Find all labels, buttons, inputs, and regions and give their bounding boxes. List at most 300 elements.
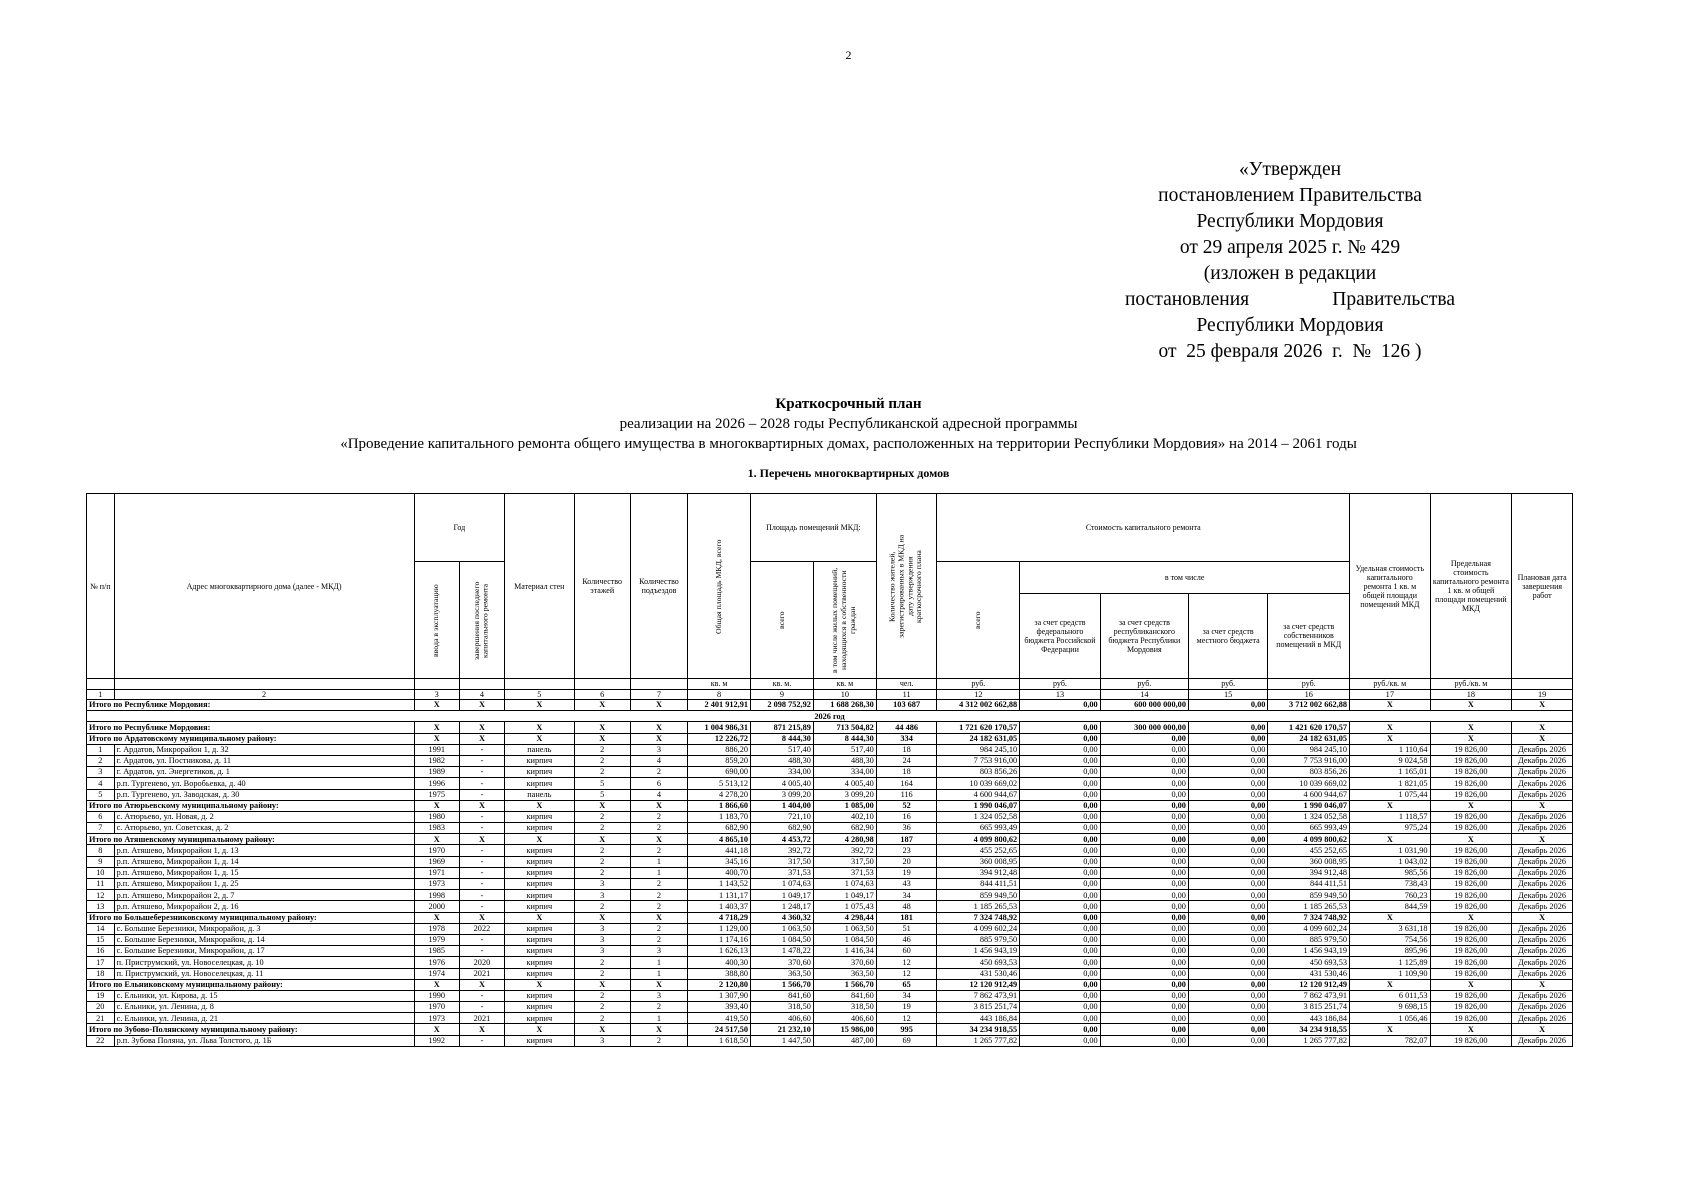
table-row	[87, 957, 1573, 968]
table-cell: р.п. Тургенево, ул. Заводская, д. 30	[114, 789, 414, 800]
total-cell: X	[414, 1024, 459, 1035]
table-cell: 8	[87, 845, 115, 856]
total-cell: 1 566,70	[751, 979, 814, 990]
table-cell: 1 185 265,53	[1268, 901, 1350, 912]
table-cell: 400,70	[688, 867, 751, 878]
table-cell: 400,30	[688, 957, 751, 968]
table-cell: Декабрь 2026	[1512, 744, 1573, 755]
col-header-cost-local: за счет средств местного бюджета	[1188, 593, 1267, 679]
total-cell: 0,00	[1020, 979, 1101, 990]
table-cell: 1 447,50	[751, 1035, 814, 1046]
total-cell: X	[574, 979, 630, 990]
table-cell: 0,00	[1100, 778, 1188, 789]
table-cell: -	[459, 778, 504, 789]
table-cell: 431 530,46	[1268, 968, 1350, 979]
col-header-wall-material: Материал стен	[505, 494, 574, 679]
table-cell: 15	[87, 934, 115, 945]
approval-line: постановлением Правительства	[1158, 185, 1422, 206]
table-cell: 1	[630, 968, 687, 979]
total-cell: 4 718,29	[688, 912, 751, 923]
approval-line: от 29 апреля 2025 г. № 429	[1179, 237, 1401, 258]
table-cell: -	[459, 1035, 504, 1046]
table-cell: 370,60	[813, 957, 876, 968]
table-cell: 1974	[414, 968, 459, 979]
table-cell: 1 265 777,82	[937, 1035, 1020, 1046]
table-cell: 0,00	[1020, 856, 1101, 867]
col-header-unit-cost: Удельная стоимость капитального ремонта 1 кв. м общей площади помещений МКД	[1350, 494, 1431, 679]
total-cell: X	[505, 722, 574, 733]
total-cell: 52	[876, 800, 937, 811]
table-cell: 0,00	[1020, 755, 1101, 766]
table-cell: с. Большие Березники, Микрорайон, д. 17	[114, 946, 414, 957]
table-cell: кирпич	[505, 755, 574, 766]
table-cell: 0,00	[1188, 755, 1267, 766]
table-cell: 1 618,50	[688, 1035, 751, 1046]
table-cell: 0,00	[1100, 1013, 1188, 1024]
table-cell: 1 324 052,58	[937, 811, 1020, 822]
unit-cell	[1512, 679, 1573, 690]
table-cell: 1982	[414, 755, 459, 766]
table-cell: 3 815 251,74	[937, 1002, 1020, 1013]
total-cell: X	[1430, 979, 1512, 990]
column-number-cell: 4	[459, 689, 504, 700]
table-cell: 317,50	[751, 856, 814, 867]
table-cell: 0,00	[1100, 845, 1188, 856]
approval-line: от 25 февраля 2026 г. № 126 )	[1158, 341, 1422, 362]
table-cell: 1973	[414, 1013, 459, 1024]
total-cell: 4 360,32	[751, 912, 814, 923]
table-cell: 1 626,13	[688, 946, 751, 957]
total-row	[87, 733, 1573, 744]
total-cell: 0,00	[1188, 700, 1267, 711]
table-cell: 1998	[414, 890, 459, 901]
table-cell: 1 165,01	[1350, 767, 1431, 778]
approval-line: Республики Мордовия	[1196, 211, 1384, 232]
table-cell: 406,60	[813, 1013, 876, 1024]
table-cell: 975,24	[1350, 823, 1431, 834]
table-cell: 0,00	[1100, 968, 1188, 979]
table-cell: 2	[574, 811, 630, 822]
table-cell: 0,00	[1100, 755, 1188, 766]
total-cell: 2 120,80	[688, 979, 751, 990]
table-cell: кирпич	[505, 957, 574, 968]
table-cell: 6	[87, 811, 115, 822]
table-cell: 443 186,84	[937, 1013, 1020, 1024]
table-cell: 443 186,84	[1268, 1013, 1350, 1024]
table-cell: 0,00	[1100, 890, 1188, 901]
total-cell: 1 990 046,07	[1268, 800, 1350, 811]
table-cell: 3 631,18	[1350, 923, 1431, 934]
table-row	[87, 901, 1573, 912]
total-cell: 187	[876, 834, 937, 845]
table-cell: г. Ардатов, Микрорайон 1, д. 32	[114, 744, 414, 755]
unit-cell: руб.	[1188, 679, 1267, 690]
table-cell: 488,30	[751, 755, 814, 766]
col-header-max-cost: Предельная стоимость капитального ремонта 1 кв. м общей площади помещений МКД	[1430, 494, 1512, 679]
table-cell: 682,90	[751, 823, 814, 834]
table-cell: 360 008,95	[1268, 856, 1350, 867]
table-cell: 69	[876, 1035, 937, 1046]
column-number-cell: 6	[574, 689, 630, 700]
total-cell: X	[459, 733, 504, 744]
unit-cell: руб.	[937, 679, 1020, 690]
total-label: Итого по Республике Мордовия:	[87, 700, 415, 711]
total-cell: 4 312 002 662,88	[937, 700, 1020, 711]
table-cell: 12	[876, 957, 937, 968]
table-cell: 1	[87, 744, 115, 755]
table-cell: 431 530,46	[937, 968, 1020, 979]
table-cell: 5	[574, 789, 630, 800]
table-row	[87, 811, 1573, 822]
total-cell: 34 234 918,55	[1268, 1024, 1350, 1035]
table-cell: кирпич	[505, 934, 574, 945]
table-cell: 985,56	[1350, 867, 1431, 878]
col-header-cost-federal: за счет средств федерального бюджета Российской Федерации	[1020, 593, 1101, 679]
table-cell: -	[459, 744, 504, 755]
total-cell: 7 324 748,92	[937, 912, 1020, 923]
table-cell: -	[459, 823, 504, 834]
table-cell: 1	[630, 867, 687, 878]
table-cell: 2	[630, 879, 687, 890]
total-cell: X	[1512, 979, 1573, 990]
table-cell: 859 949,50	[937, 890, 1020, 901]
table-cell: 19	[87, 990, 115, 1001]
table-cell: 60	[876, 946, 937, 957]
table-cell: 360 008,95	[937, 856, 1020, 867]
table-cell: 370,60	[751, 957, 814, 968]
table-cell: 48	[876, 901, 937, 912]
table-cell: 690,00	[688, 767, 751, 778]
table-cell: 46	[876, 934, 937, 945]
table-cell: -	[459, 890, 504, 901]
table-cell: 0,00	[1020, 990, 1101, 1001]
table-cell: 0,00	[1188, 789, 1267, 800]
total-row	[87, 912, 1573, 923]
table-cell: 18	[876, 744, 937, 755]
total-cell: X	[459, 979, 504, 990]
table-cell: 1 821,05	[1350, 778, 1431, 789]
unit-cell: руб./кв. м	[1350, 679, 1431, 690]
total-cell: X	[1350, 834, 1431, 845]
table-cell: 682,90	[688, 823, 751, 834]
table-cell: 844,59	[1350, 901, 1431, 912]
table-cell: -	[459, 946, 504, 957]
total-cell: 15 986,00	[813, 1024, 876, 1035]
table-cell: 2	[574, 856, 630, 867]
table-cell: -	[459, 901, 504, 912]
table-cell: кирпич	[505, 823, 574, 834]
table-cell: 4 099 602,24	[937, 923, 1020, 934]
table-cell: 1 265 777,82	[1268, 1035, 1350, 1046]
table-body	[87, 700, 1573, 1047]
table-cell: 2	[574, 968, 630, 979]
table-cell: Декабрь 2026	[1512, 778, 1573, 789]
table-cell: 2	[630, 823, 687, 834]
total-cell: 3 712 002 662,88	[1268, 700, 1350, 711]
table-cell: р.п. Атяшево, Микрорайон 2, д. 7	[114, 890, 414, 901]
table-cell: 0,00	[1020, 923, 1101, 934]
total-cell: X	[574, 733, 630, 744]
table-cell: 0,00	[1100, 1035, 1188, 1046]
table-cell: 10 039 669,02	[1268, 778, 1350, 789]
unit-cell	[459, 679, 504, 690]
table-cell: 12	[876, 968, 937, 979]
table-cell: 0,00	[1100, 957, 1188, 968]
table-cell: 841,60	[813, 990, 876, 1001]
total-cell: X	[574, 722, 630, 733]
unit-cell: руб.	[1268, 679, 1350, 690]
table-cell: 517,40	[751, 744, 814, 755]
total-cell: 0,00	[1188, 834, 1267, 845]
table-cell: 4 005,40	[813, 778, 876, 789]
table-cell: кирпич	[505, 778, 574, 789]
table-cell: 0,00	[1100, 789, 1188, 800]
total-cell: 1 688 268,30	[813, 700, 876, 711]
total-cell: X	[459, 800, 504, 811]
table-row	[87, 968, 1573, 979]
table-cell: 1 074,63	[751, 879, 814, 890]
table-cell: 665 993,49	[937, 823, 1020, 834]
total-cell: 8 444,30	[751, 733, 814, 744]
table-row	[87, 867, 1573, 878]
total-cell: X	[1430, 1024, 1512, 1035]
total-cell: 0,00	[1100, 1024, 1188, 1035]
table-cell: 0,00	[1188, 1002, 1267, 1013]
table-cell: 0,00	[1188, 778, 1267, 789]
total-cell: 7 324 748,92	[1268, 912, 1350, 923]
total-cell: 0,00	[1188, 979, 1267, 990]
table-cell: 488,30	[813, 755, 876, 766]
table-row	[87, 856, 1573, 867]
table-cell: 1 183,70	[688, 811, 751, 822]
total-cell: 0,00	[1188, 800, 1267, 811]
total-cell: 1 085,00	[813, 800, 876, 811]
table-cell: 2021	[459, 1013, 504, 1024]
table-cell: р.п. Атяшево, Микрорайон 1, д. 15	[114, 867, 414, 878]
total-cell: X	[459, 700, 504, 711]
total-cell: 12 120 912,49	[1268, 979, 1350, 990]
table-cell: 455 252,65	[937, 845, 1020, 856]
table-cell: Декабрь 2026	[1512, 856, 1573, 867]
table-cell: 885 979,50	[937, 934, 1020, 945]
total-cell: 181	[876, 912, 937, 923]
table-cell: 14	[87, 923, 115, 934]
table-cell: 3 099,20	[813, 789, 876, 800]
total-cell: 0,00	[1100, 834, 1188, 845]
page-number: 2	[845, 48, 852, 62]
table-cell: 13	[87, 901, 115, 912]
table-row	[87, 934, 1573, 945]
table-cell: 19 826,00	[1430, 811, 1512, 822]
table-cell: кирпич	[505, 879, 574, 890]
table-cell: 11	[87, 879, 115, 890]
table-row	[87, 778, 1573, 789]
total-cell: X	[630, 979, 687, 990]
table-cell: Декабрь 2026	[1512, 946, 1573, 957]
table-cell: 2	[574, 1002, 630, 1013]
table-cell: 363,50	[751, 968, 814, 979]
table-cell: 0,00	[1100, 934, 1188, 945]
table-cell: 393,40	[688, 1002, 751, 1013]
table-cell: 1	[630, 957, 687, 968]
table-cell: -	[459, 767, 504, 778]
total-cell: 0,00	[1020, 800, 1101, 811]
table-cell: 20	[87, 1002, 115, 1013]
total-cell: X	[1430, 722, 1512, 733]
total-cell: X	[630, 700, 687, 711]
table-cell: 2	[630, 811, 687, 822]
col-header-year: Год	[414, 494, 504, 562]
table-cell: 984 245,10	[1268, 744, 1350, 755]
table-cell: Декабрь 2026	[1512, 823, 1573, 834]
total-cell: 0,00	[1100, 979, 1188, 990]
total-row	[87, 834, 1573, 845]
table-cell: 9	[87, 856, 115, 867]
total-cell: 871 215,89	[751, 722, 814, 733]
table-cell: 844 411,51	[1268, 879, 1350, 890]
table-cell: 4 099 602,24	[1268, 923, 1350, 934]
table-cell: 1 118,57	[1350, 811, 1431, 822]
approval-line: «Утвержден	[1238, 159, 1342, 180]
table-cell: 7 753 916,00	[1268, 755, 1350, 766]
table-cell: с. Большие Березники, Микрорайон, д. 14	[114, 934, 414, 945]
table-cell: 0,00	[1020, 879, 1101, 890]
table-cell: 5 513,12	[688, 778, 751, 789]
total-label: Итого по Зубово-Полянскому муниципальному району:	[87, 1024, 415, 1035]
total-cell: 0,00	[1020, 912, 1101, 923]
table-cell: 0,00	[1020, 789, 1101, 800]
table-cell: 10 039 669,02	[937, 778, 1020, 789]
table-cell: р.п. Атяшево, Микрорайон 1, д. 25	[114, 879, 414, 890]
table-cell: 2	[630, 901, 687, 912]
col-header-floors: Количество этажей	[574, 494, 630, 679]
table-cell: 392,72	[813, 845, 876, 856]
table-cell: 3 815 251,74	[1268, 1002, 1350, 1013]
total-cell: 0,00	[1020, 700, 1101, 711]
table-cell: 1970	[414, 845, 459, 856]
table-row	[87, 946, 1573, 957]
table-cell: 4 600 944,67	[937, 789, 1020, 800]
total-cell: 1 421 620 170,57	[1268, 722, 1350, 733]
table-cell: 0,00	[1020, 957, 1101, 968]
table-cell: 2	[630, 1035, 687, 1046]
total-cell: X	[630, 912, 687, 923]
table-cell: -	[459, 879, 504, 890]
table-cell: 9 024,58	[1350, 755, 1431, 766]
table-cell: -	[459, 856, 504, 867]
table-cell: 760,23	[1350, 890, 1431, 901]
table-cell: 24	[876, 755, 937, 766]
table-cell: 2	[574, 957, 630, 968]
table-cell: 9 698,15	[1350, 1002, 1431, 1013]
table-cell: -	[459, 789, 504, 800]
table-cell: 782,07	[1350, 1035, 1431, 1046]
table-cell: 517,40	[813, 744, 876, 755]
table-cell: 19 826,00	[1430, 968, 1512, 979]
table-cell: с. Ельники, ул. Ленина, д. 8	[114, 1002, 414, 1013]
total-cell: 713 504,82	[813, 722, 876, 733]
total-cell: 1 866,60	[688, 800, 751, 811]
table-cell: 1 110,64	[1350, 744, 1431, 755]
table-cell: кирпич	[505, 1002, 574, 1013]
table-cell: 388,80	[688, 968, 751, 979]
table-cell: 2	[574, 1013, 630, 1024]
table-cell: 21	[87, 1013, 115, 1024]
total-cell: X	[459, 1024, 504, 1035]
column-number-cell: 9	[751, 689, 814, 700]
col-header-num: № п/п	[87, 494, 115, 679]
total-cell: 2 098 752,92	[751, 700, 814, 711]
table-cell: г. Ардатов, ул. Постникова, д. 11	[114, 755, 414, 766]
total-cell: X	[1512, 912, 1573, 923]
table-cell: 406,60	[751, 1013, 814, 1024]
total-cell: 0,00	[1188, 733, 1267, 744]
table-cell: 18	[876, 767, 937, 778]
table-cell: 0,00	[1020, 890, 1101, 901]
table-cell: 19 826,00	[1430, 789, 1512, 800]
approval-line: Республики Мордовия	[1196, 315, 1384, 336]
table-cell: 0,00	[1100, 767, 1188, 778]
total-cell: X	[1350, 800, 1431, 811]
table-cell: 1983	[414, 823, 459, 834]
total-label: Итого по Большеберезниковскому муниципальному району:	[87, 912, 415, 923]
unit-cell	[574, 679, 630, 690]
total-cell: 0,00	[1100, 800, 1188, 811]
table-cell: Декабрь 2026	[1512, 845, 1573, 856]
table-cell: 1 248,17	[751, 901, 814, 912]
table-cell: 0,00	[1188, 1013, 1267, 1024]
table-cell: 10	[87, 867, 115, 878]
table-cell: 19 826,00	[1430, 823, 1512, 834]
table-cell: 0,00	[1188, 856, 1267, 867]
table-cell: 345,16	[688, 856, 751, 867]
table-cell: 19 826,00	[1430, 990, 1512, 1001]
table-cell: Декабрь 2026	[1512, 811, 1573, 822]
table-cell: 2	[630, 923, 687, 934]
column-number-cell: 3	[414, 689, 459, 700]
table-cell: 7 753 916,00	[937, 755, 1020, 766]
column-number-cell: 13	[1020, 689, 1101, 700]
approval-stamp	[1120, 157, 1460, 365]
table-cell: 1979	[414, 934, 459, 945]
table-cell: 0,00	[1020, 867, 1101, 878]
table-cell: 1971	[414, 867, 459, 878]
total-cell: X	[1430, 800, 1512, 811]
total-cell: X	[630, 722, 687, 733]
table-cell: -	[459, 990, 504, 1001]
unit-cell: чел.	[876, 679, 937, 690]
table-cell: 2	[87, 755, 115, 766]
table-cell: 885 979,50	[1268, 934, 1350, 945]
table-cell: 2	[574, 744, 630, 755]
section-title: 1. Перечень многоквартирных домов	[747, 466, 950, 480]
table-cell: 0,00	[1100, 879, 1188, 890]
table-cell: 754,56	[1350, 934, 1431, 945]
table-cell: 19 826,00	[1430, 957, 1512, 968]
total-cell: X	[1512, 733, 1573, 744]
total-cell: 1 990 046,07	[937, 800, 1020, 811]
table-cell: с. Ельники, ул. Ленина, д. 21	[114, 1013, 414, 1024]
table-cell: 1989	[414, 767, 459, 778]
total-cell: X	[459, 834, 504, 845]
total-cell: X	[505, 700, 574, 711]
total-cell: 1 404,00	[751, 800, 814, 811]
column-number-cell: 12	[937, 689, 1020, 700]
table-cell: 1 109,90	[1350, 968, 1431, 979]
column-number-cell: 16	[1268, 689, 1350, 700]
table-cell: 0,00	[1188, 823, 1267, 834]
total-cell: X	[1350, 722, 1431, 733]
